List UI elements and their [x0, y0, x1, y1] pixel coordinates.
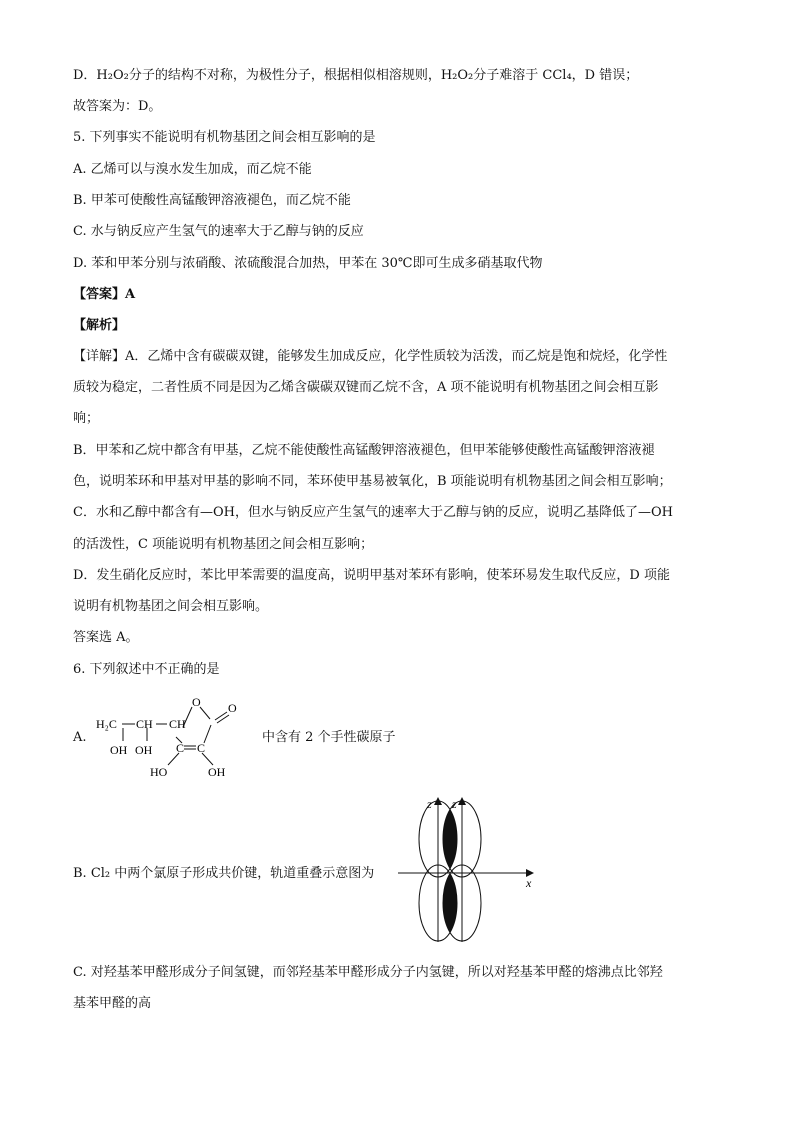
z-axis-right-label: z	[452, 797, 457, 811]
final-answer: 答案选 A。	[73, 630, 139, 645]
alkene-carbon-2: C	[197, 741, 206, 755]
question-6-stem: 6. 下列叙述中不正确的是	[73, 662, 220, 677]
question-5-stem: 5. 下列事实不能说明有机物基团之间会相互影响的是	[73, 130, 376, 145]
question-6-option-a-label: A.	[73, 730, 87, 745]
orbital-overlap-diagram	[396, 795, 546, 945]
alkene-carbon-1: C	[176, 741, 185, 755]
h2c-label: H₂C	[96, 717, 117, 731]
z-axis-left-label: z	[427, 797, 432, 811]
question-5-option-a: A. 乙烯可以与溴水发生加成，而乙烷不能	[73, 162, 312, 177]
oh-label-2: OH	[135, 743, 153, 757]
explanation-line-2: 质较为稳定，二者性质不同是因为乙烯含碳碳双键而乙烷不含，A 项不能说明有机物基团之间会相互影	[73, 380, 659, 395]
explanation-line-8: D．发生硝化反应时，苯比甲苯需要的温度高，说明甲基对苯环有影响，使苯环易发生取代反应，D 项能	[73, 568, 670, 583]
question-5-option-d: D. 苯和甲苯分别与浓硝酸、浓硫酸混合加热，甲苯在 30℃即可生成多硝基取代物	[73, 256, 543, 271]
ch-label-2: CH	[169, 717, 186, 731]
answer-label: 【答案】A	[73, 287, 136, 302]
ring-oxygen-label: O	[192, 695, 201, 709]
question-6-option-c-line-2: 基苯甲醛的高	[73, 996, 152, 1011]
explanation-line-5: 色，说明苯环和甲基对甲基的影响不同，苯环使甲基易被氧化，B 项能说明有机物基团之间会相互影响；	[73, 474, 672, 489]
ascorbic-acid-structure	[92, 693, 262, 783]
explanation-line-4: B．甲苯和乙烷中都含有甲基，乙烷不能使酸性高锰酸钾溶液褪色，但甲苯能够使酸性高锰酸钾溶液褪	[73, 443, 655, 458]
explanation-line-9: 说明有机物基团之间会相互影响。	[73, 599, 269, 614]
ho-label-3: HO	[150, 765, 168, 779]
explanation-line-3: 响；	[73, 411, 100, 426]
oh-label-1: OH	[110, 743, 128, 757]
explanation-line-6: C．水和乙醇中都含有—OH，但水与钠反应产生氢气的速率大于乙醇与钠的反应，说明乙基降低了—OH	[73, 505, 673, 520]
analysis-label: 【解析】	[73, 318, 126, 333]
explanation-line-1: 【详解】A．乙烯中含有碳碳双键，能够发生加成反应，化学性质较为活泼，而乙烷是饱和烷烃，化学性	[73, 349, 668, 364]
x-axis-label: x	[526, 876, 532, 890]
explanation-line-7: 的活泼性，C 项能说明有机物基团之间会相互影响；	[73, 537, 374, 552]
question-5-option-b: B. 甲苯可使酸性高锰酸钾溶液褪色，而乙烷不能	[73, 193, 351, 208]
question-5-option-c: C. 水与钠反应产生氢气的速率大于乙醇与钠的反应	[73, 224, 364, 239]
text-line-d-h2o2: D．H₂O₂分子的结构不对称，为极性分子，根据相似相溶规则，H₂O₂分子难溶于 CCl₄，D 错误；	[73, 68, 639, 83]
question-6-option-a-text: 中含有 2 个手性碳原子	[262, 730, 396, 745]
question-6-option-b-text: B. Cl₂ 中两个氯原子形成共价键，轨道重叠示意图为	[73, 866, 375, 881]
ch-label-1: CH	[136, 717, 153, 731]
carbonyl-oxygen-label: O	[228, 701, 237, 715]
oh-label-4: OH	[208, 765, 226, 779]
text-line-answer-d: 故答案为：D。	[73, 99, 162, 114]
question-6-option-c-line-1: C. 对羟基苯甲醛形成分子间氢键，而邻羟基苯甲醛形成分子内氢键，所以对羟基苯甲醛的熔沸点比邻羟	[73, 965, 663, 980]
